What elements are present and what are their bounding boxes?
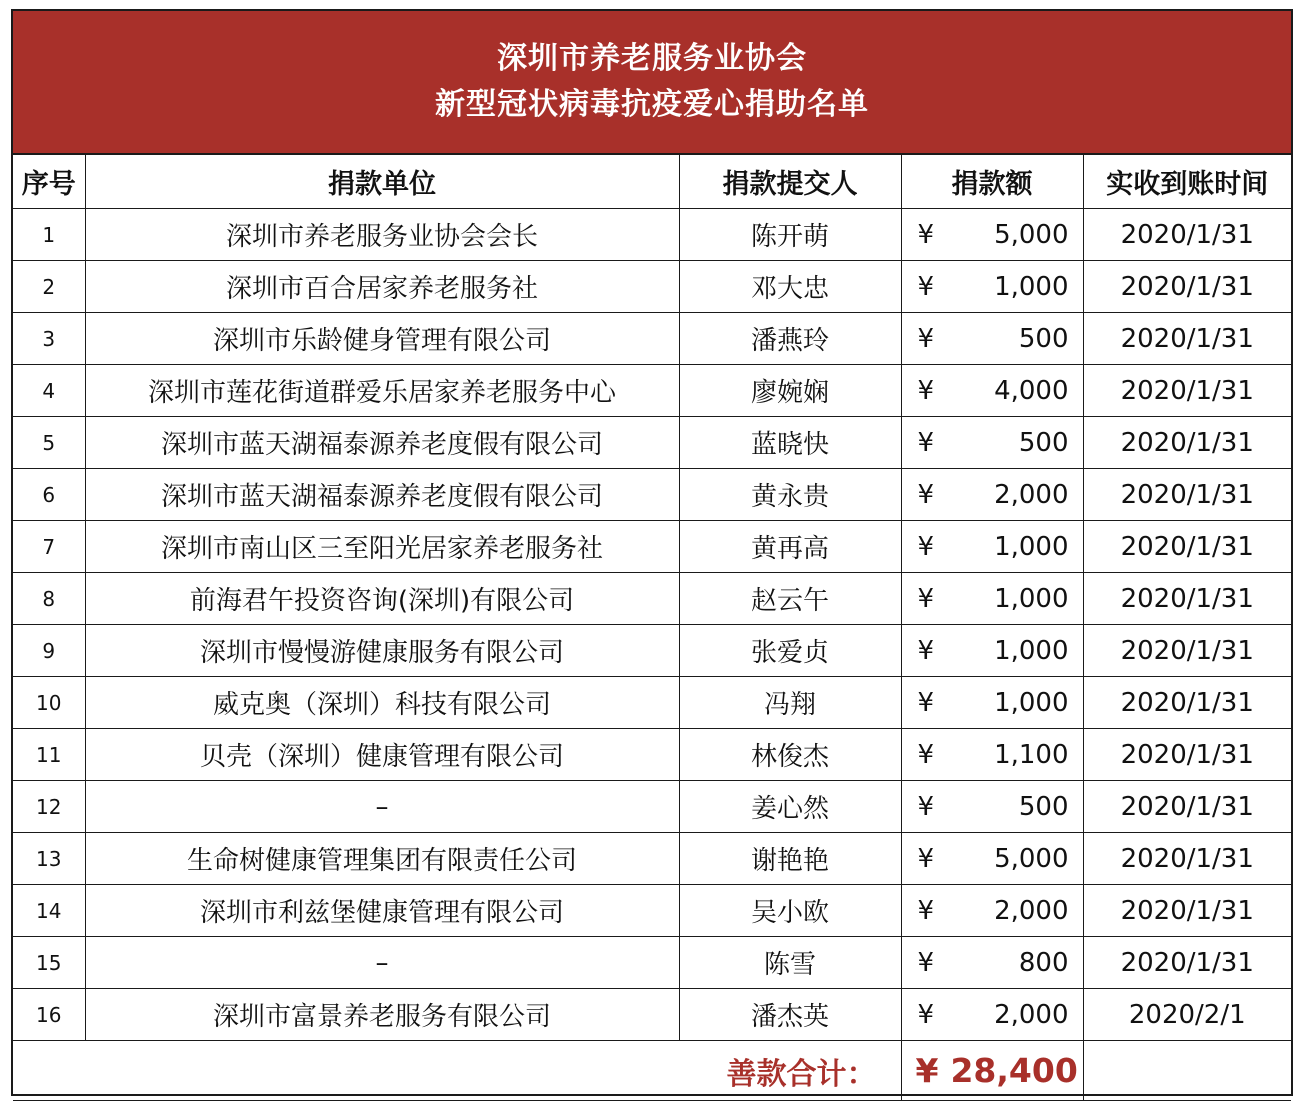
row-org: – [85, 781, 679, 833]
row-currency-symbol: ¥ [917, 947, 935, 978]
row-amount-value: 1,000 [994, 687, 1069, 718]
donation-table [13, 155, 1291, 1101]
row-person: 姜心然 [679, 781, 901, 833]
row-org: 深圳市乐龄健身管理有限公司 [85, 313, 679, 365]
row-person: 黄再高 [679, 521, 901, 573]
row-no: 7 [13, 521, 85, 573]
row-person: 蓝晓快 [679, 417, 901, 469]
row-amount [901, 833, 1083, 885]
row-amount-value: 1,000 [994, 271, 1069, 302]
row-currency-symbol: ¥ [917, 739, 935, 770]
row-amount [901, 261, 1083, 313]
row-amount [901, 313, 1083, 365]
row-org: 深圳市利兹堡健康管理有限公司 [85, 885, 679, 937]
row-org: 威克奥（深圳）科技有限公司 [85, 677, 679, 729]
total-date-cell [1083, 1041, 1291, 1101]
row-amount-value: 1,100 [994, 739, 1069, 770]
row-person: 陈开萌 [679, 209, 901, 261]
total-row [13, 1041, 1291, 1101]
row-currency-symbol: ¥ [917, 375, 935, 406]
row-amount-value: 4,000 [994, 375, 1069, 406]
table-row [13, 989, 1291, 1041]
row-person: 陈雪 [679, 937, 901, 989]
table-row [13, 521, 1291, 573]
table-row [13, 781, 1291, 833]
row-no: 5 [13, 417, 85, 469]
title-line-1: 深圳市养老服务业协会 [497, 41, 807, 76]
header-person: 捐款提交人 [679, 155, 901, 209]
row-org: – [85, 937, 679, 989]
row-amount-value: 500 [1018, 791, 1069, 822]
row-amount [901, 729, 1083, 781]
row-amount-value: 1,000 [994, 583, 1069, 614]
row-currency-symbol: ¥ [917, 635, 935, 666]
table-row [13, 885, 1291, 937]
row-amount [901, 365, 1083, 417]
table-row [13, 313, 1291, 365]
row-person: 廖婉娴 [679, 365, 901, 417]
row-date: 2020/1/31 [1083, 417, 1291, 469]
header-org: 捐款单位 [85, 155, 679, 209]
row-person: 邓大忠 [679, 261, 901, 313]
row-amount-value: 5,000 [994, 219, 1069, 250]
row-date: 2020/2/1 [1083, 989, 1291, 1041]
total-label: 善款合计： [13, 1041, 901, 1101]
row-date: 2020/1/31 [1083, 781, 1291, 833]
title-line-2: 新型冠状病毒抗疫爱心捐助名单 [435, 87, 869, 122]
row-amount [901, 469, 1083, 521]
row-date: 2020/1/31 [1083, 937, 1291, 989]
row-no: 6 [13, 469, 85, 521]
table-row [13, 469, 1291, 521]
header-date: 实收到账时间 [1083, 155, 1291, 209]
total-currency-symbol: ¥ [915, 1051, 939, 1090]
row-org: 深圳市蓝天湖福泰源养老度假有限公司 [85, 469, 679, 521]
row-amount-value: 1,000 [994, 531, 1069, 562]
total-amount: 28,400 [950, 1051, 1078, 1090]
row-date: 2020/1/31 [1083, 677, 1291, 729]
row-amount [901, 625, 1083, 677]
row-amount-value: 1,000 [994, 635, 1069, 666]
row-person: 潘杰英 [679, 989, 901, 1041]
row-date: 2020/1/31 [1083, 365, 1291, 417]
row-org: 前海君午投资咨询(深圳)有限公司 [85, 573, 679, 625]
row-no: 9 [13, 625, 85, 677]
table-row [13, 261, 1291, 313]
row-person: 冯翔 [679, 677, 901, 729]
header-row [13, 155, 1291, 209]
row-date: 2020/1/31 [1083, 209, 1291, 261]
table-row [13, 417, 1291, 469]
row-org: 深圳市百合居家养老服务社 [85, 261, 679, 313]
row-date: 2020/1/31 [1083, 885, 1291, 937]
row-amount-value: 2,000 [994, 895, 1069, 926]
row-org: 深圳市蓝天湖福泰源养老度假有限公司 [85, 417, 679, 469]
row-date: 2020/1/31 [1083, 313, 1291, 365]
row-amount-value: 2,000 [994, 999, 1069, 1030]
table-row [13, 209, 1291, 261]
row-person: 林俊杰 [679, 729, 901, 781]
row-currency-symbol: ¥ [917, 583, 935, 614]
row-person: 谢艳艳 [679, 833, 901, 885]
row-org: 深圳市富景养老服务有限公司 [85, 989, 679, 1041]
header-amount: 捐款额 [901, 155, 1083, 209]
table-row [13, 729, 1291, 781]
row-currency-symbol: ¥ [917, 219, 935, 250]
row-date: 2020/1/31 [1083, 469, 1291, 521]
row-amount [901, 573, 1083, 625]
row-amount-value: 500 [1018, 323, 1069, 354]
row-no: 16 [13, 989, 85, 1041]
row-org: 深圳市莲花街道群爱乐居家养老服务中心 [85, 365, 679, 417]
row-amount [901, 885, 1083, 937]
row-currency-symbol: ¥ [917, 271, 935, 302]
row-no: 14 [13, 885, 85, 937]
header-no: 序号 [13, 155, 85, 209]
row-no: 13 [13, 833, 85, 885]
row-no: 4 [13, 365, 85, 417]
row-no: 10 [13, 677, 85, 729]
row-person: 潘燕玲 [679, 313, 901, 365]
row-org: 生命树健康管理集团有限责任公司 [85, 833, 679, 885]
row-org: 深圳市养老服务业协会会长 [85, 209, 679, 261]
row-currency-symbol: ¥ [917, 479, 935, 510]
row-no: 2 [13, 261, 85, 313]
row-date: 2020/1/31 [1083, 625, 1291, 677]
row-amount [901, 781, 1083, 833]
row-date: 2020/1/31 [1083, 521, 1291, 573]
total-amount-cell [901, 1041, 1083, 1101]
row-currency-symbol: ¥ [917, 843, 935, 874]
row-amount [901, 937, 1083, 989]
row-amount-value: 800 [1018, 947, 1069, 978]
row-no: 8 [13, 573, 85, 625]
table-row [13, 937, 1291, 989]
table-row [13, 677, 1291, 729]
row-amount-value: 5,000 [994, 843, 1069, 874]
row-amount [901, 521, 1083, 573]
donation-sheet [11, 9, 1293, 1096]
row-date: 2020/1/31 [1083, 261, 1291, 313]
row-currency-symbol: ¥ [917, 895, 935, 926]
row-org: 深圳市南山区三至阳光居家养老服务社 [85, 521, 679, 573]
row-amount [901, 677, 1083, 729]
row-org: 贝壳（深圳）健康管理有限公司 [85, 729, 679, 781]
row-amount-value: 500 [1018, 427, 1069, 458]
row-currency-symbol: ¥ [917, 323, 935, 354]
row-date: 2020/1/31 [1083, 729, 1291, 781]
table-row [13, 365, 1291, 417]
row-person: 赵云午 [679, 573, 901, 625]
row-currency-symbol: ¥ [917, 531, 935, 562]
row-currency-symbol: ¥ [917, 791, 935, 822]
row-amount [901, 417, 1083, 469]
table-row [13, 573, 1291, 625]
row-amount-value: 2,000 [994, 479, 1069, 510]
row-amount [901, 989, 1083, 1041]
row-amount [901, 209, 1083, 261]
row-person: 吴小欧 [679, 885, 901, 937]
row-no: 1 [13, 209, 85, 261]
row-currency-symbol: ¥ [917, 427, 935, 458]
row-no: 11 [13, 729, 85, 781]
row-org: 深圳市慢慢游健康服务有限公司 [85, 625, 679, 677]
table-row [13, 625, 1291, 677]
table-row [13, 833, 1291, 885]
row-currency-symbol: ¥ [917, 687, 935, 718]
row-person: 张爱贞 [679, 625, 901, 677]
row-no: 12 [13, 781, 85, 833]
row-date: 2020/1/31 [1083, 573, 1291, 625]
row-no: 15 [13, 937, 85, 989]
title-band [13, 11, 1291, 155]
row-currency-symbol: ¥ [917, 999, 935, 1030]
row-date: 2020/1/31 [1083, 833, 1291, 885]
row-no: 3 [13, 313, 85, 365]
row-person: 黄永贵 [679, 469, 901, 521]
